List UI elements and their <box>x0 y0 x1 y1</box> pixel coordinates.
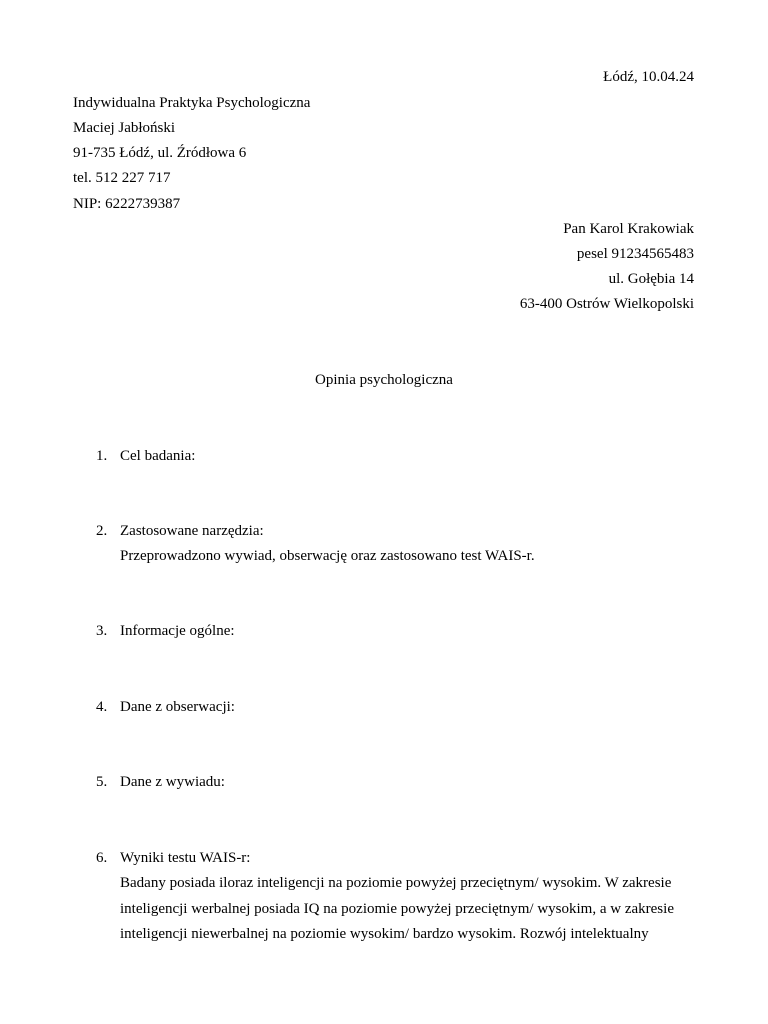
sender-line-2: Maciej Jabłoński <box>73 120 176 136</box>
section-number: 6. <box>96 850 108 866</box>
recipient-line-3: ul. Gołębia 14 <box>608 271 694 287</box>
section-number: 5. <box>96 774 108 790</box>
section-body-line: inteligencji niewerbalnej na poziomie wysokim/ bardzo wysokim. Rozwój intelektualny <box>120 926 649 942</box>
sender-line-5: NIP: 6222739387 <box>73 196 181 212</box>
recipient-line-2: pesel 91234565483 <box>576 246 694 262</box>
sender-line-1: Indywidualna Praktyka Psychologiczna <box>73 95 311 111</box>
section-number: 4. <box>96 699 108 715</box>
section-body-line: Badany posiada iloraz inteligencji na poziomie powyżej przeciętnym/ wysokim. W zakresie <box>120 875 672 891</box>
recipient-line-1: Pan Karol Krakowiak <box>563 221 694 237</box>
sender-line-3: 91-735 Łódź, ul. Źródłowa 6 <box>73 145 247 161</box>
section-number: 1. <box>96 448 108 464</box>
section-heading: Cel badania: <box>120 448 196 464</box>
section-number: 3. <box>96 623 108 639</box>
section-number: 2. <box>96 523 108 539</box>
document-title: Opinia psychologiczna <box>315 372 453 388</box>
section-heading: Zastosowane narzędzia: <box>120 523 264 539</box>
section-heading: Dane z obserwacji: <box>120 699 235 715</box>
section-heading: Informacje ogólne: <box>120 623 235 639</box>
section-body-line: Przeprowadzono wywiad, obserwację oraz zastosowano test WAIS-r. <box>120 548 535 564</box>
section-heading: Dane z wywiadu: <box>120 774 225 790</box>
recipient-line-4: 63-400 Ostrów Wielkopolski <box>519 296 694 312</box>
section-heading: Wyniki testu WAIS-r: <box>120 850 251 866</box>
section-body-line: inteligencji werbalnej posiada IQ na poziomie powyżej przeciętnym/ wysokim, a w zakresie <box>120 901 674 917</box>
place-date: Łódź, 10.04.24 <box>603 69 694 85</box>
sender-line-4: tel. 512 227 717 <box>73 170 171 186</box>
